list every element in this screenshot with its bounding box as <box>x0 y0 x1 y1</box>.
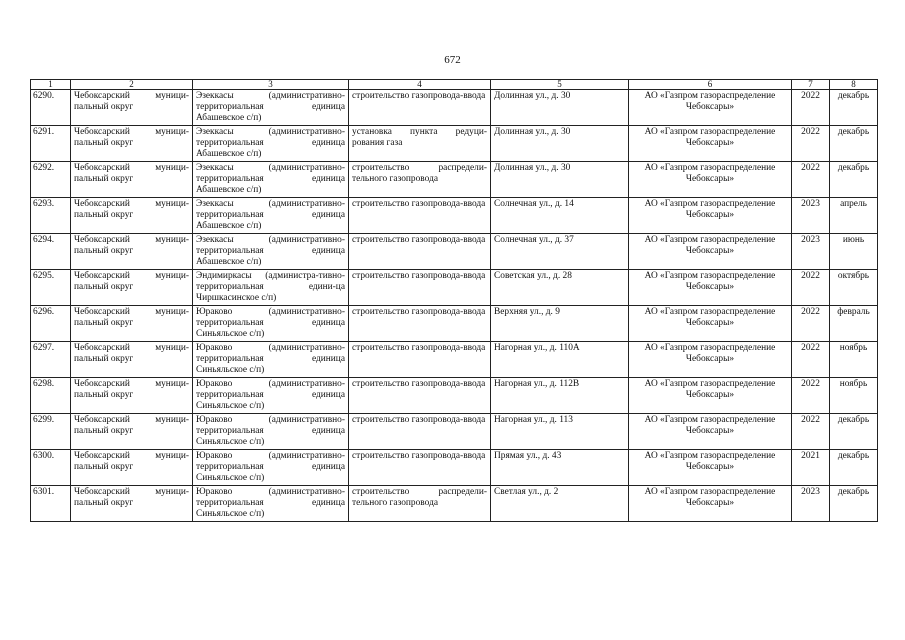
locality-cell: Эзеккасы (административно-территориальная единица Абашевское с/п) <box>193 162 349 198</box>
month-cell: октябрь <box>830 270 878 306</box>
row-number: 6296. <box>31 306 71 342</box>
organization-cell: АО «Газпром газораспределение Чебоксары» <box>629 126 792 162</box>
address-cell: Солнечная ул., д. 14 <box>491 198 629 234</box>
table-row <box>31 486 878 522</box>
district-cell: Чебоксарский муници-пальный округ <box>71 486 193 522</box>
work-type-cell: строительство газопровода-ввода <box>349 450 491 486</box>
year-cell: 2022 <box>792 414 830 450</box>
year-cell: 2022 <box>792 270 830 306</box>
row-number: 6297. <box>31 342 71 378</box>
table-row <box>31 450 878 486</box>
district-cell: Чебоксарский муници-пальный округ <box>71 162 193 198</box>
header-row <box>31 80 878 90</box>
district-cell: Чебоксарский муници-пальный округ <box>71 306 193 342</box>
address-cell: Долинная ул., д. 30 <box>491 90 629 126</box>
year-cell: 2022 <box>792 342 830 378</box>
district-cell: Чебоксарский муници-пальный округ <box>71 234 193 270</box>
year-cell: 2022 <box>792 378 830 414</box>
year-cell: 2022 <box>792 126 830 162</box>
year-cell: 2021 <box>792 450 830 486</box>
month-cell: декабрь <box>830 450 878 486</box>
row-number: 6299. <box>31 414 71 450</box>
month-cell: декабрь <box>830 90 878 126</box>
row-number: 6300. <box>31 450 71 486</box>
address-cell: Прямая ул., д. 43 <box>491 450 629 486</box>
organization-cell: АО «Газпром газораспределение Чебоксары» <box>629 270 792 306</box>
table-row <box>31 378 878 414</box>
table-row <box>31 270 878 306</box>
locality-cell: Юраково (административно-территориальная единица Синьяльское с/п) <box>193 378 349 414</box>
table-row <box>31 198 878 234</box>
district-cell: Чебоксарский муници-пальный округ <box>71 90 193 126</box>
year-cell: 2022 <box>792 162 830 198</box>
table-row <box>31 234 878 270</box>
row-number: 6291. <box>31 126 71 162</box>
locality-cell: Юраково (административно-территориальная единица Синьяльское с/п) <box>193 306 349 342</box>
work-type-cell: строительство газопровода-ввода <box>349 90 491 126</box>
organization-cell: АО «Газпром газораспределение Чебоксары» <box>629 306 792 342</box>
address-cell: Светлая ул., д. 2 <box>491 486 629 522</box>
locality-cell: Юраково (административно-территориальная единица Синьяльское с/п) <box>193 486 349 522</box>
address-cell: Нагорная ул., д. 113 <box>491 414 629 450</box>
work-type-cell: строительство газопровода-ввода <box>349 234 491 270</box>
column-header: 7 <box>792 80 830 90</box>
row-number: 6301. <box>31 486 71 522</box>
organization-cell: АО «Газпром газораспределение Чебоксары» <box>629 414 792 450</box>
organization-cell: АО «Газпром газораспределение Чебоксары» <box>629 234 792 270</box>
work-type-cell: строительство газопровода-ввода <box>349 306 491 342</box>
year-cell: 2023 <box>792 486 830 522</box>
month-cell: декабрь <box>830 486 878 522</box>
table-header <box>31 80 878 90</box>
work-type-cell: установка пункта редуци-рования газа <box>349 126 491 162</box>
month-cell: ноябрь <box>830 342 878 378</box>
data-table <box>30 79 878 522</box>
row-number: 6294. <box>31 234 71 270</box>
locality-cell: Эндимиркасы (администра-тивно-территориальная едини-ца Чиршкасинское с/п) <box>193 270 349 306</box>
organization-cell: АО «Газпром газораспределение Чебоксары» <box>629 486 792 522</box>
locality-cell: Эзеккасы (административно-территориальная единица Абашевское с/п) <box>193 90 349 126</box>
month-cell: июнь <box>830 234 878 270</box>
organization-cell: АО «Газпром газораспределение Чебоксары» <box>629 90 792 126</box>
row-number: 6290. <box>31 90 71 126</box>
table-row <box>31 414 878 450</box>
year-cell: 2022 <box>792 90 830 126</box>
page-number: 672 <box>444 54 461 66</box>
work-type-cell: строительство газопровода-ввода <box>349 198 491 234</box>
address-cell: Долинная ул., д. 30 <box>491 162 629 198</box>
locality-cell: Юраково (административно-территориальная единица Синьяльское с/п) <box>193 414 349 450</box>
table-row <box>31 306 878 342</box>
locality-cell: Юраково (административно-территориальная единица Синьяльское с/п) <box>193 342 349 378</box>
address-cell: Долинная ул., д. 30 <box>491 126 629 162</box>
district-cell: Чебоксарский муници-пальный округ <box>71 342 193 378</box>
work-type-cell: строительство газопровода-ввода <box>349 270 491 306</box>
table-body <box>31 90 878 522</box>
district-cell: Чебоксарский муници-пальный округ <box>71 270 193 306</box>
locality-cell: Эзеккасы (административно-территориальная единица Абашевское с/п) <box>193 198 349 234</box>
work-type-cell: строительство газопровода-ввода <box>349 378 491 414</box>
year-cell: 2023 <box>792 198 830 234</box>
locality-cell: Эзеккасы (административно-территориальная единица Абашевское с/п) <box>193 234 349 270</box>
table-row <box>31 342 878 378</box>
organization-cell: АО «Газпром газораспределение Чебоксары» <box>629 342 792 378</box>
locality-cell: Эзеккасы (административно-территориальная единица Абашевское с/п) <box>193 126 349 162</box>
work-type-cell: строительство распредели-тельного газопровода <box>349 162 491 198</box>
organization-cell: АО «Газпром газораспределение Чебоксары» <box>629 198 792 234</box>
row-number: 6293. <box>31 198 71 234</box>
month-cell: апрель <box>830 198 878 234</box>
work-type-cell: строительство распредели-тельного газопровода <box>349 486 491 522</box>
district-cell: Чебоксарский муници-пальный округ <box>71 450 193 486</box>
organization-cell: АО «Газпром газораспределение Чебоксары» <box>629 378 792 414</box>
column-header: 8 <box>830 80 878 90</box>
district-cell: Чебоксарский муници-пальный округ <box>71 414 193 450</box>
work-type-cell: строительство газопровода-ввода <box>349 414 491 450</box>
row-number: 6295. <box>31 270 71 306</box>
address-cell: Верхняя ул., д. 9 <box>491 306 629 342</box>
work-type-cell: строительство газопровода-ввода <box>349 342 491 378</box>
table-row <box>31 162 878 198</box>
month-cell: декабрь <box>830 126 878 162</box>
column-header: 5 <box>491 80 629 90</box>
year-cell: 2022 <box>792 306 830 342</box>
address-cell: Нагорная ул., д. 110А <box>491 342 629 378</box>
district-cell: Чебоксарский муници-пальный округ <box>71 198 193 234</box>
column-header: 3 <box>193 80 349 90</box>
address-cell: Нагорная ул., д. 112В <box>491 378 629 414</box>
month-cell: декабрь <box>830 414 878 450</box>
row-number: 6298. <box>31 378 71 414</box>
district-cell: Чебоксарский муници-пальный округ <box>71 126 193 162</box>
row-number: 6292. <box>31 162 71 198</box>
organization-cell: АО «Газпром газораспределение Чебоксары» <box>629 450 792 486</box>
locality-cell: Юраково (административно-территориальная единица Синьяльское с/п) <box>193 450 349 486</box>
column-header: 1 <box>31 80 71 90</box>
month-cell: февраль <box>830 306 878 342</box>
organization-cell: АО «Газпром газораспределение Чебоксары» <box>629 162 792 198</box>
month-cell: декабрь <box>830 162 878 198</box>
table-row <box>31 126 878 162</box>
column-header: 4 <box>349 80 491 90</box>
address-cell: Солнечная ул., д. 37 <box>491 234 629 270</box>
column-header: 6 <box>629 80 792 90</box>
address-cell: Советская ул., д. 28 <box>491 270 629 306</box>
column-header: 2 <box>71 80 193 90</box>
month-cell: ноябрь <box>830 378 878 414</box>
table-row <box>31 90 878 126</box>
district-cell: Чебоксарский муници-пальный округ <box>71 378 193 414</box>
year-cell: 2023 <box>792 234 830 270</box>
